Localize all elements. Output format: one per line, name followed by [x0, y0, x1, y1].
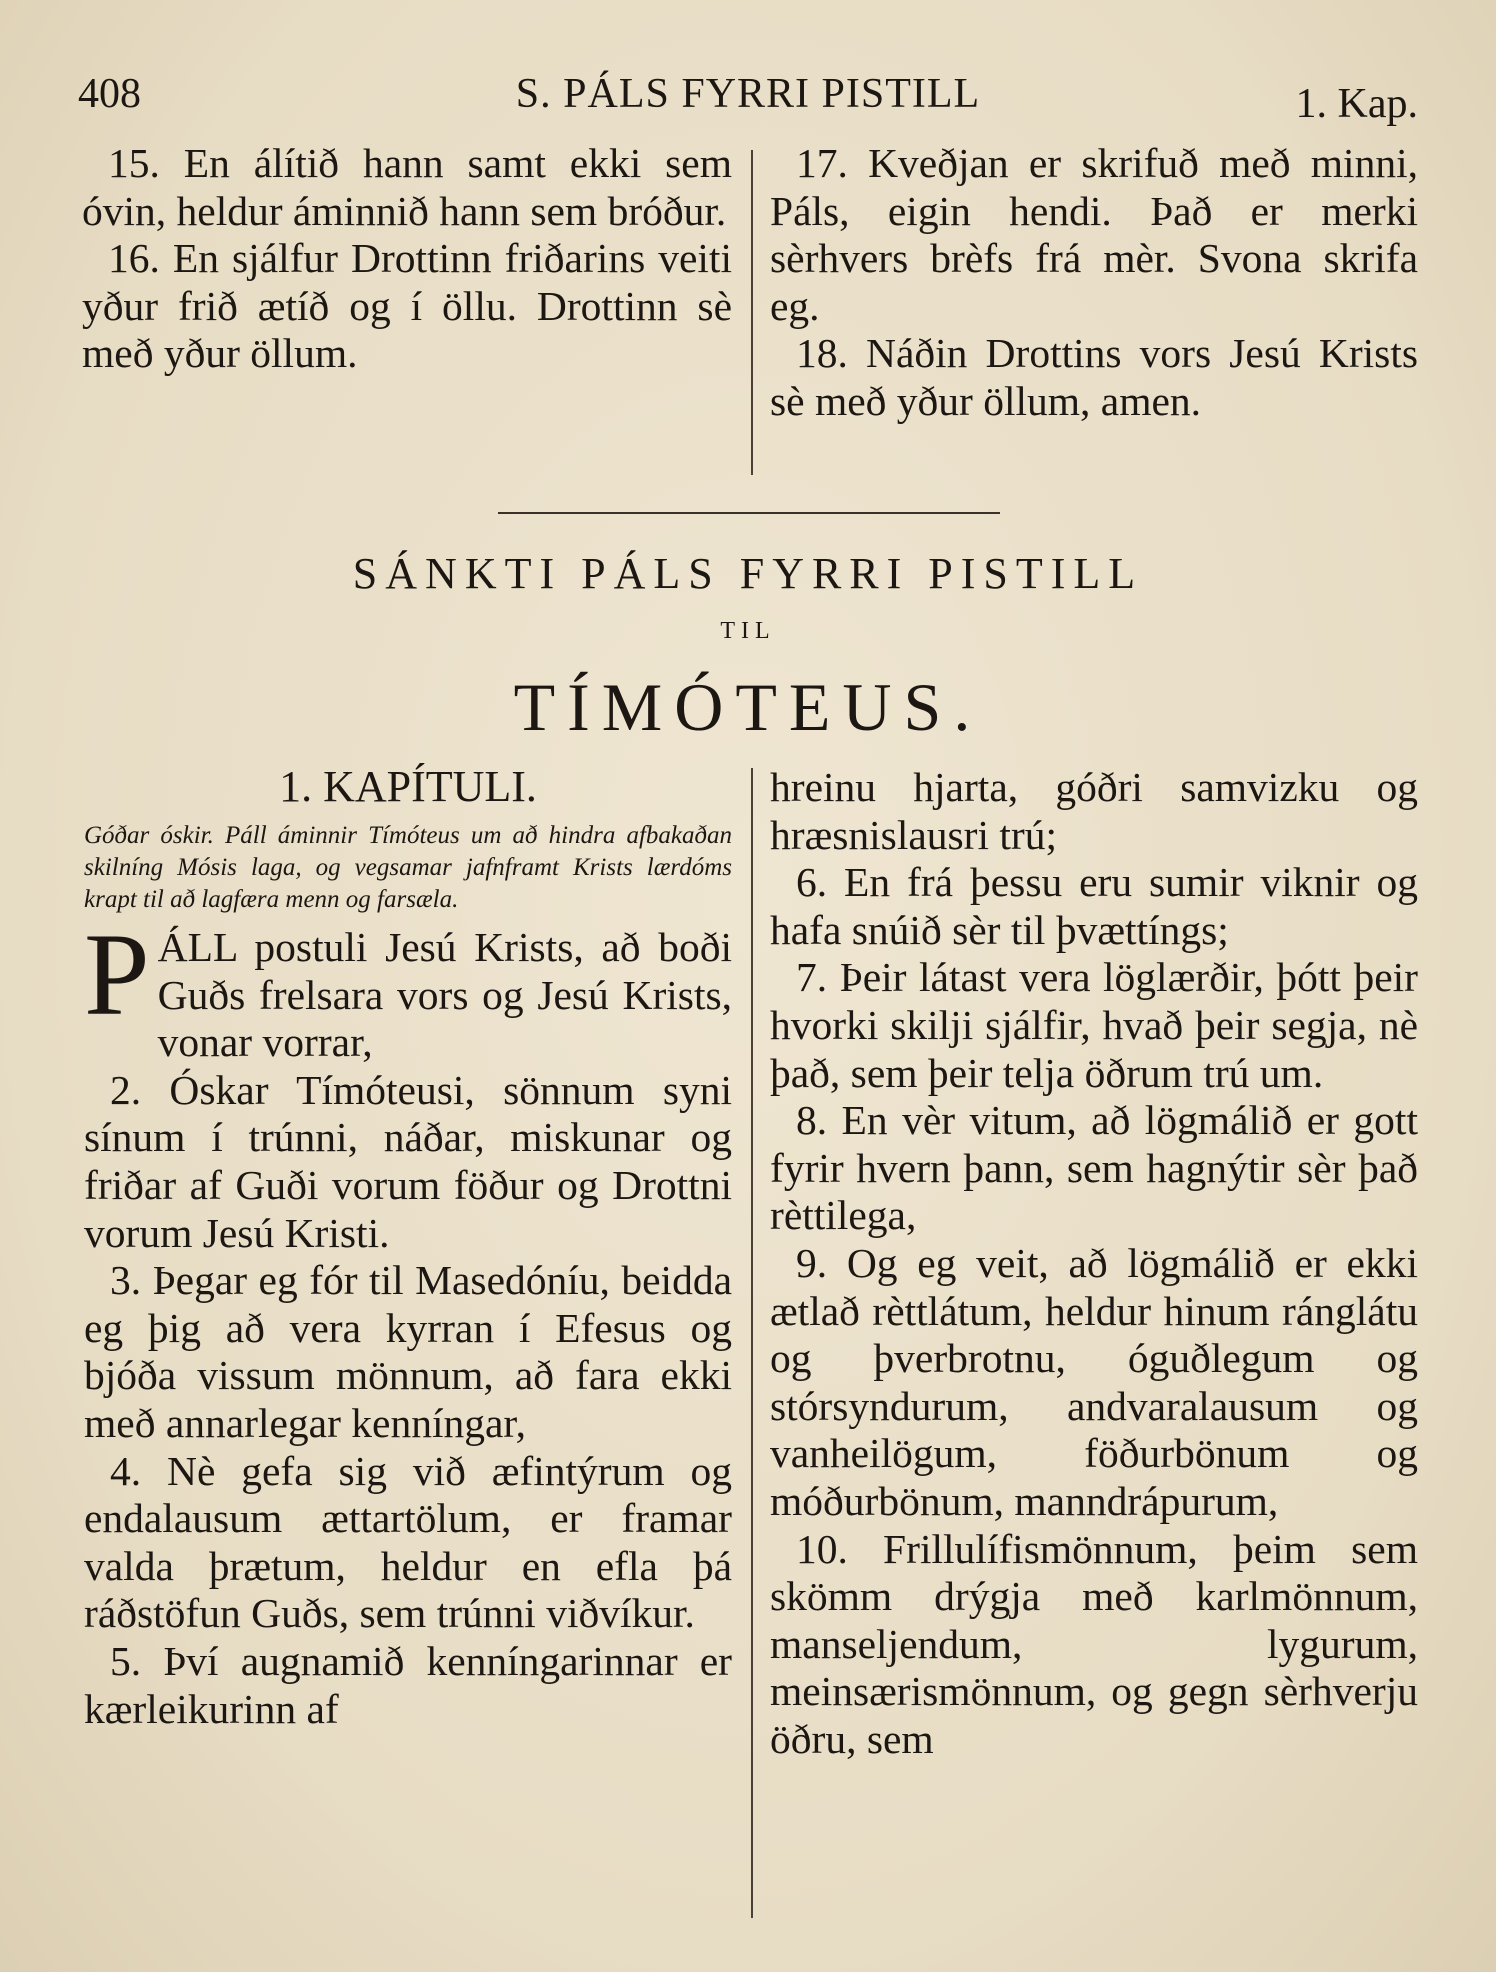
- book-title-til: TIL: [720, 618, 776, 644]
- verse-1-text: ÁLL postuli Jesú Krists, að boði Guðs frelsara vors og Jesú Krists, vonar vorrar,: [157, 924, 732, 1066]
- running-title: S. PÁLS FYRRI PISTILL: [515, 71, 981, 117]
- verse-8: 8. En vèr vitum, að lögmálið er gott fyrir hvern þann, sem hagnýtir sèr það rèttilega,: [770, 1097, 1418, 1239]
- verse-5-continuation: hreinu hjarta, góðri samvizku og hræsnislausri trú;: [770, 764, 1418, 858]
- chapter-left-column: [84, 762, 732, 1733]
- verse-7: 7. Þeir látast vera löglærðir, þótt þeir hvorki skilji sjálfir, hvað þeir segja, nè það, sem þeir telja öðrum trú um.: [770, 954, 1418, 1096]
- drop-cap: P: [84, 909, 150, 1040]
- section-divider: [498, 512, 1000, 514]
- verse-16: 16. En sjálfur Drottinn friðarins veiti yður frið ætíð og í öllu. Drottinn sè með yður öllum.: [82, 235, 732, 377]
- verse-15: 15. En álítið hann samt ekki sem óvin, heldur áminnið hann sem bróður.: [82, 140, 732, 234]
- page-number: 408: [78, 71, 141, 117]
- book-title: SÁNKTI PÁLS FYRRI PISTILL: [352, 549, 1144, 598]
- chapter-summary: Góðar óskir. Páll áminnir Tímóteus um að hindra afbakaðan skilníng Mósis laga, og vegsamar jafnframt Krists lærdóms krapt til að lagfæra menn og farsæla.: [84, 822, 732, 913]
- top-right-column: [770, 140, 1418, 426]
- column-divider-top: [751, 150, 753, 475]
- book-name: TÍMÓTEUS.: [513, 669, 983, 745]
- chapter-right-column: [770, 764, 1418, 1763]
- column-divider-bottom: [751, 768, 753, 1918]
- verse-3: 3. Þegar eg fór til Masedóníu, beidda eg þig að vera kyrran í Efesus og bjóða vissum mönnum, að fara ekki með annarlegar kenníngar,: [84, 1257, 732, 1446]
- top-left-column: [82, 140, 732, 378]
- verse-17: 17. Kveðjan er skrifuð með minni, Páls, eigin hendi. Það er merki sèrhvers brèfs frá mèr. Svona skrifa eg.: [770, 140, 1418, 329]
- verse-18: 18. Náðin Drottins vors Jesú Krists sè með yður öllum, amen.: [770, 330, 1418, 424]
- chapter-indicator: 1. Kap.: [1295, 81, 1418, 127]
- verse-9: 9. Og eg veit, að lögmálið er ekki ætlað rèttlátum, heldur hinum ránglátu og þverbrotnu, óguðlegum og stórsyndurum, andvaralausum og vanheilögum, föðurbönum og móðurbönum, manndrápurum,: [770, 1239, 1418, 1524]
- verse-1: [84, 909, 732, 1067]
- running-header: [78, 70, 1418, 130]
- verse-10: 10. Frillulífismönnum, þeim sem skömm drýgja með karlmönnum, manseljendum, lygurum, meinsærismönnum, og gegn sèrhverju öðru, sem: [770, 1525, 1418, 1762]
- verse-2: 2. Óskar Tímóteusi, sönnum syni sínum í trúnni, náðar, miskunar og friðar af Guði vorum föður og Drottni vorum Jesú Kristi.: [84, 1066, 732, 1256]
- chapter-heading: 1. KAPÍTULI.: [279, 762, 537, 811]
- verse-4: 4. Nè gefa sig við æfintýrum og endalausum ættartölum, er framar valda þrætum, heldur en efla þá ráðstöfun Guðs, sem trúnni viðvíkur.: [84, 1447, 732, 1637]
- verse-6: 6. En frá þessu eru sumir viknir og hafa snúið sèr til þvættíngs;: [770, 859, 1418, 953]
- verse-5: 5. Því augnamið kenníngarinnar er kærleikurinn af: [84, 1637, 732, 1732]
